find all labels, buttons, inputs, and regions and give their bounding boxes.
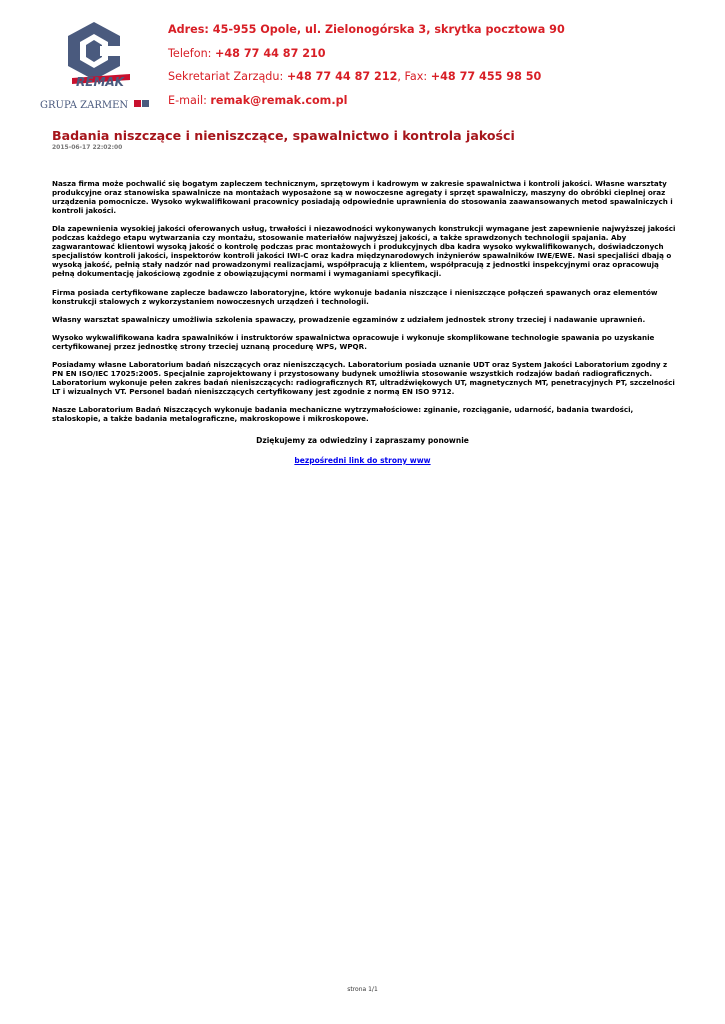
article-date: 2015-06-17 22:02:00 bbox=[52, 144, 123, 151]
website-link-wrap bbox=[0, 456, 725, 465]
svg-text:REMAK: REMAK bbox=[76, 75, 124, 89]
paragraph: Wysoko wykwalifikowana kadra spawalników i instruktorów spawalnictwa opracowuje i wykonuje skomplikowane technologie spawania po uzyskanie certyfikowanej przez jednostkę strony trzeciej uznaną procedurę WPS, WPQR. bbox=[52, 332, 655, 351]
address-line: Adres: 45-955 Opole, ul. Zielonogórska 3, skrytka pocztowa 90 bbox=[168, 23, 565, 36]
paragraph: Nasza firma może pochwalić się bogatym zapleczem technicznym, sprzętowym i kadrowym w zakresie spawalnictwa i kontroli jakości. Własne warsztaty produkcyjne oraz stanowiska spawalnicze na montażach wyposażone są w nowoczesne agregaty i sprzęt spawalniczy, maszyny do obróbki cieplnej oraz urządzenia pomocnicze. Wysoko wykwalifikowani pracownicy posiadają odpowiednie uprawnienia do stosowania zaawansowanych metod spawalniczych i kontroli jakości. bbox=[52, 179, 673, 216]
email-line: E-mail: remak@remak.com.pl bbox=[168, 93, 348, 107]
page-number: strona 1/1 bbox=[347, 986, 378, 993]
paragraph: Firma posiada certyfikowane zaplecze badawczo laboratoryjne, które wykonuje badania niszczące i nieniszczące połączeń spawanych oraz elementów konstrukcji stalowych z wykorzystaniem nowoczesnych urządzeń i technologii. bbox=[52, 287, 658, 306]
paragraph: Nasze Laboratorium Badań Niszczących wykonuje badania mechaniczne wytrzymałościowe: zginanie, rozciąganie, udarność, badania twardości, staloskopie, a także badania metalograficzne, makroskopowe i mikroskopowe. bbox=[52, 405, 634, 424]
secretariat-line: Sekretariat Zarządu: +48 77 44 87 212, Fax: +48 77 455 98 50 bbox=[168, 70, 542, 83]
article-title: Badania niszczące i nieniszczące, spawalnictwo i kontrola jakości bbox=[52, 128, 515, 143]
paragraph: Posiadamy własne Laboratorium badań niszczących oraz nieniszczących. Laboratorium posiada uznanie UDT oraz System Jakości Laboratorium zgodny z PN EN ISO/IEC 17025:2005. Specjalnie zaprojektowany i przystosowany budynek umożliwia stosowanie wszystkich rodzajów badań radiograficznych. Laboratorium wykonuje pełen zakres badań nieniszczących: radiograficznych RT, ultradźwiękowych UT, magnetycznych MT, penetracyjnych PT, szczelności LT i wizualnych VT. Personel badań nieniszczących certyfikowany jest zgodnie z normą EN ISO 9712. bbox=[52, 359, 675, 397]
svg-text:GRUPA ZARMEN: GRUPA ZARMEN bbox=[40, 100, 129, 111]
remak-logo-icon bbox=[38, 18, 156, 114]
paragraph: Dla zapewnienia wysokiej jakości oferowanych usług, trwałości i niezawodności wykonywanych konstrukcji wymagane jest zapewnienie najwyższej jakości podczas każdego etapu wytwarzania czy montażu, stosowanie materiałów najwyższej jakości, a także sprawdzonych technologii spajania. Aby zagwarantować klientowi wysoką jakość o kontrolę podczas prac montażowych i produkcyjnych dba kadra wysoko wykwalifikowanych, doświadczonych specjalistów kontroli jakości, inspektorów kontroli jakości IWI-C oraz kadra międzynarodowych inżynierów spawalników IWE/EWE. Nasi specjaliści dbają o wysoką jakość, pełnią stały nadzór nad prowadzonymi realizacjami, współpracują z klientem, współpracują z jednostki inspekcyjnymi oraz opracowują pełną dokumentację jakościową zgodnie z obowiązującymi normami i wymaganiami specyfikacji. bbox=[52, 224, 676, 279]
website-link[interactable]: bezpośredni link do strony www bbox=[294, 456, 431, 465]
contact-block bbox=[168, 22, 708, 116]
article-body bbox=[52, 179, 677, 432]
phone-line: Telefon: +48 77 44 87 210 bbox=[168, 46, 326, 60]
thanks-text: Dziękujemy za odwiedziny i zapraszamy ponownie bbox=[256, 436, 469, 445]
paragraph: Własny warsztat spawalniczy umożliwia szkolenia spawaczy, prowadzenie egzaminów z udziałem jednostek strony trzeciej i nadawanie uprawnień. bbox=[52, 314, 646, 324]
company-logo bbox=[38, 18, 156, 114]
